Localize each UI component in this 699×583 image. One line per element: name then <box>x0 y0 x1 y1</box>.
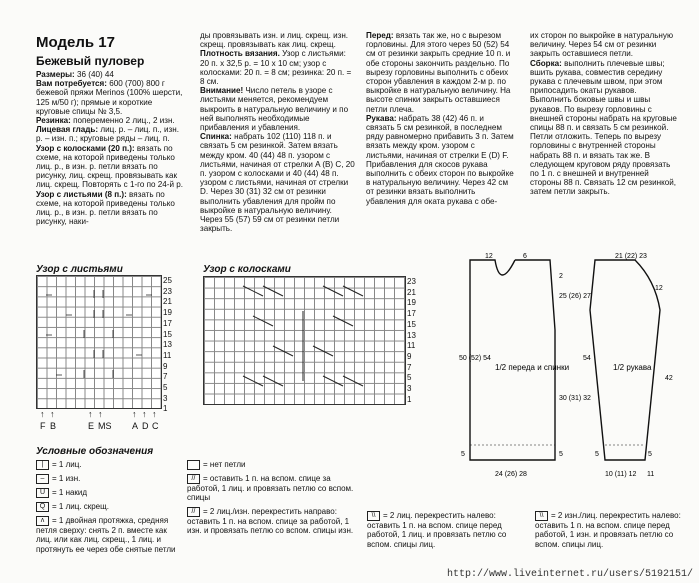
text-column-1 <box>36 70 186 226</box>
row-number: 25 <box>163 276 172 285</box>
paragraph-text: выполнить плечевые швы; вшить рукава, совместив середину рукава с плечевым швом, при этом припосадить окаты рукавов. Выполнить боковые швы и швы рукавов. По вырезу горловины с внешней стороны набрать на круговые спицы 88 п. и связать 5 см резинкой. Петли отложить. Теперь по вырезу горловины с внутренней стороны набрать 88 п. и вязать так же. В следующем круговом ряду провязать по 1 п. с внешней и внутренней стороны 88 п. Связать 12 см резинкой, затем петли закрыть. <box>530 58 677 197</box>
dim-f-top2: 6 <box>523 253 527 260</box>
arrow-icon: ↑ <box>132 409 137 419</box>
row-number: 5 <box>407 373 412 383</box>
leaf-arrow-labels <box>36 409 166 435</box>
paragraph-text: 36 (40) 44 <box>74 70 114 79</box>
paragraph-text: ды провязывать изн. и лиц. скрещ. изн. скрещ. провязывать как лиц. скрещ. <box>200 31 349 50</box>
paragraph <box>200 86 355 132</box>
legend-text: = нет петли <box>203 460 246 470</box>
legend-text: = 1 лиц. скрещ. <box>52 502 109 512</box>
paragraph-text: набрать 38 (42) 46 п. и связать 5 см резинкой, в последнем ряду равномерно прибавить 3 п. Затем вязать между кром. узором с листьями, начиная от стрелки E (D) F. Прибавления для скосов рукава выполнить с обеих сторон по выкройке в натуральную величину. Через 42 см от резинки вязать выполнить убавления для оката рукава с обе- <box>366 113 514 206</box>
dim-s-top: 21 (22) 23 <box>615 253 647 260</box>
paragraph-heading: Внимание! <box>200 86 244 96</box>
legend-item <box>36 502 184 512</box>
model-title: Модель 17 <box>36 34 115 51</box>
row-number: 17 <box>407 309 416 319</box>
paragraph-text: Число петель в узоре с листьями меняется, рекомендуем выкроить в натуральную величину и по ней выполнять необходимые прибавления и убавления. <box>200 86 349 133</box>
legend-item <box>187 474 357 503</box>
row-number: 1 <box>163 404 168 414</box>
text-column-2 <box>200 31 355 233</box>
front-back-label: 1/2 переда и спинки <box>495 363 570 372</box>
row-number: 21 <box>163 297 172 307</box>
paragraph-text: лиц. р. – лиц. п., изн. р. – изн. п.; круговые ряды – лиц. п. <box>36 125 179 144</box>
legend-symbol: | <box>36 460 49 470</box>
sleeve-label: 1/2 рукава <box>613 363 652 372</box>
dim-s-5a: 5 <box>648 451 652 458</box>
row-number: 11 <box>407 341 416 351</box>
row-number: 7 <box>163 372 168 382</box>
model-subtitle: Бежевый пуловер <box>36 54 145 68</box>
spike-row-numbers <box>407 277 416 405</box>
paragraph-text: их сторон по выкройке в натуральную величину. Через 54 см от резинки закрыть оставшиеся петли. <box>530 31 674 59</box>
legend-symbol: – <box>36 474 49 484</box>
spike-pattern-marks <box>203 276 404 403</box>
paragraph <box>36 125 186 143</box>
paragraph-heading: Резинка: <box>36 116 71 126</box>
paragraph-text: 600 (700) 800 г бежевой пряжи Merinos (100% шерсти, 125 м/50 г); прямые и короткие круговые спицы № 3,5. <box>36 79 183 116</box>
legend-item <box>367 511 527 549</box>
row-number: 23 <box>163 286 172 296</box>
row-number: 9 <box>163 361 168 371</box>
paragraph <box>36 116 186 125</box>
text-column-3 <box>366 31 514 206</box>
paragraph-text: вязать по схеме, на которой приведены только лиц. р., в изн. р. петли вязать по рисунку, наки- <box>36 189 175 227</box>
dim-s-left: 54 <box>583 355 591 362</box>
legend-symbol: ʌ <box>36 516 49 526</box>
paragraph <box>36 79 186 116</box>
row-number: 13 <box>163 340 172 350</box>
paragraph <box>200 132 355 233</box>
row-number: 19 <box>163 308 172 318</box>
paragraph-heading: Вам потребуется: <box>36 79 107 89</box>
legend-symbol: // <box>187 507 200 517</box>
dim-s-bot: 10 (11) 12 <box>605 471 637 478</box>
row-number: 19 <box>407 298 416 308</box>
arrow-label: MS <box>98 421 112 431</box>
row-number: 15 <box>163 329 172 339</box>
dim-f-bot: 24 (26) 28 <box>495 471 527 478</box>
legend-symbol: // <box>187 474 200 484</box>
legend-item <box>187 460 357 470</box>
dim-f-side: 30 (31) 32 <box>559 395 591 402</box>
arrow-label: A <box>132 421 139 431</box>
leaf-pattern-marks <box>36 275 160 407</box>
dim-s-5b: 5 <box>595 451 599 458</box>
paragraph-heading: Размеры: <box>36 70 75 79</box>
legend-group-1 <box>36 460 184 558</box>
dim-f-right1: 25 (26) 27 <box>559 293 591 300</box>
paragraph-text: набрать 102 (110) 118 п. и связать 5 см резинкой. Затем вязать между кром. 40 (44) 48 п. узором с листьями, начиная от стрелки A (B) C, 20 п. узором с колосками и 40 (44) 48 п. узором с листьями, начиная от стрелки D. Через 30 (31) 32 см от резинки выполнить убавления для пройм по выкройке в натуральную величину. Через 55 (57) 59 см от резинки петли закрыть. <box>200 132 355 234</box>
paragraph-heading: Узор с листьями (8 п.): <box>36 189 127 199</box>
legend-item <box>36 474 184 484</box>
paragraph-heading: Узор с колосками (20 п.): <box>36 143 135 153</box>
row-number: 7 <box>407 362 412 372</box>
arrow-label: D <box>142 421 149 431</box>
legend-symbol: \\ <box>367 511 380 521</box>
legend-text: = оставить 1 п. на вспом. спице за работой, 1 лиц. и провязать петлю со вспом. спицы <box>187 474 354 503</box>
dim-s-bot2: 11 <box>647 471 655 478</box>
legend-group-2 <box>187 460 357 540</box>
row-number: 21 <box>407 287 416 297</box>
paragraph <box>530 31 680 59</box>
legend-item <box>187 507 357 536</box>
source-url[interactable]: http://www.liveinternet.ru/users/5192151/ <box>446 569 693 580</box>
row-number: 23 <box>407 277 416 286</box>
dim-f-2: 2 <box>559 273 563 280</box>
paragraph-heading: Лицевая гладь: <box>36 125 99 135</box>
row-number: 11 <box>163 350 172 360</box>
arrow-icon: ↑ <box>152 409 157 419</box>
arrow-label: B <box>50 421 57 431</box>
paragraph <box>366 31 514 114</box>
paragraph-text: вязать так же, но с вырезом горловины. Для этого через 50 (52) 54 см от резинки закрыть средние 10 п. и обе стороны закончить раздельно. По вырезу горловины выполнить с обеих сторон убавления в каждом 2-м р. по выкройке в натуральную величину. На высоте спинки закрыть оставшиеся петли плеча. <box>366 31 511 114</box>
legend-title: Условные обозначения <box>36 446 154 457</box>
legend-text: = 2 изн./лиц. перекрестить налево: оставить 1 п. на вспом. спице перед работой, 1 изн. и провязать петлю со вспом. спицы лиц. <box>535 511 681 549</box>
row-number: 13 <box>407 330 416 340</box>
legend-item <box>535 511 695 549</box>
sleeve-piece <box>590 260 660 460</box>
row-number: 17 <box>163 318 172 328</box>
paragraph-text: попеременно 2 лиц., 2 изн. <box>70 116 175 126</box>
arrow-icon: ↑ <box>50 409 55 419</box>
row-number: 1 <box>407 394 412 404</box>
arrow-label: E <box>88 421 95 431</box>
paragraph-heading: Спинка: <box>200 132 232 142</box>
row-number: 15 <box>407 319 416 329</box>
dim-s-right: 42 <box>665 375 673 382</box>
arrow-icon: ↑ <box>40 409 45 419</box>
row-number: 3 <box>407 384 412 394</box>
dim-f-5a: 5 <box>559 451 563 458</box>
legend-symbol: U <box>36 488 49 498</box>
dim-f-left: 50 (52) 54 <box>459 355 491 362</box>
arrow-icon: ↑ <box>98 409 103 419</box>
legend-text: = 1 накид <box>52 488 88 498</box>
paragraph <box>36 70 186 79</box>
leaf-pattern-title: Узор с листьями <box>36 264 123 275</box>
legend-text: = 2 лиц. перекрестить налево: оставить 1 п. на вспом. спице перед работой, 1 лиц. и провязать петлю со вспом. спицы лиц. <box>367 511 507 549</box>
paragraph <box>200 31 355 49</box>
legend-item <box>36 460 184 470</box>
legend-group-4 <box>535 511 695 553</box>
legend-symbol <box>187 460 200 470</box>
paragraph <box>530 59 680 197</box>
legend-text: = 1 изн. <box>52 474 81 484</box>
row-number: 3 <box>163 393 168 403</box>
legend-symbol: \\ <box>535 511 548 521</box>
paragraph-text: Узор с листьями: 20 п. x 32,5 р. = 10 x 10 см; узор с колосками: 20 п. = 8 см; резинка: 20 п. = 8 см. <box>200 49 352 87</box>
leaf-row-numbers <box>163 276 172 415</box>
row-number: 9 <box>407 351 412 361</box>
dim-s-12: 12 <box>655 285 663 292</box>
legend-symbol: Q <box>36 502 49 512</box>
spike-pattern-title: Узор с колосками <box>203 264 291 275</box>
paragraph-heading: Перед: <box>366 31 394 40</box>
garment-schematic <box>455 250 695 490</box>
paragraph <box>36 144 186 190</box>
paragraph-heading: Сборка: <box>530 58 562 68</box>
dim-f-top1: 12 <box>485 253 493 260</box>
paragraph-heading: Рукава: <box>366 113 397 123</box>
paragraph <box>366 114 514 206</box>
arrow-icon: ↑ <box>142 409 147 419</box>
paragraph-text: вязать по схеме, на которой приведены только лиц. р., в изн. р. петли вязать по рисунку, лиц. скрещ. провязывать как лиц. скрещ. Повторять с 1-го по 24-й р. <box>36 143 184 190</box>
row-number: 5 <box>163 383 168 393</box>
legend-text: = 1 двойная протяжка, средняя петля сверху: снять 2 п. вместе как лиц. или как лиц. скрещ., 1 лиц. и протянуть ее через обе снятые петли <box>36 516 176 554</box>
paragraph-heading: Плотность вязания. <box>200 49 280 59</box>
legend-text: = 1 лиц. <box>52 460 82 470</box>
arrow-label: F <box>40 421 46 431</box>
legend-item <box>36 488 184 498</box>
arrow-icon: ↑ <box>88 409 93 419</box>
text-column-4 <box>530 31 680 197</box>
paragraph <box>200 49 355 86</box>
paragraph <box>36 190 186 227</box>
legend-item <box>36 516 184 554</box>
dim-f-5b: 5 <box>461 451 465 458</box>
arrow-label: C <box>152 421 159 431</box>
legend-text: = 2 лиц./изн. перекрестить направо: оставить 1 п. на вспом. спице за работой, 1 изн. и провязать петлю со вспом. спицы изн. <box>187 506 354 536</box>
legend-group-3 <box>367 511 527 553</box>
